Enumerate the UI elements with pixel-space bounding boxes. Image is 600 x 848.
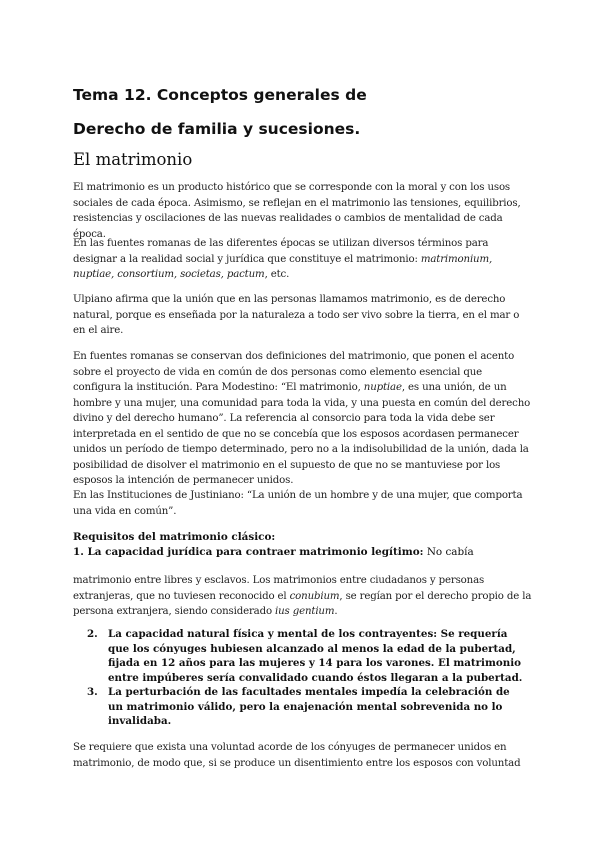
requisite-1-label: 1. La capacidad jurídica para contraer matrimonio legítimo: [73, 546, 424, 558]
list-item-text: La capacidad natural física y mental de los contrayentes: Se requería que los cónyuges hubiesen alcanzado al menos la edad de la pubertad, fijada en 12 años para las mujeres y 14 para los varones. El matrimonio entre impúberes sería convalidado cuando éstos llegaran a la pubertad. [108, 628, 523, 684]
paragraph-terms-text: En las fuentes romanas de las diferentes épocas se utilizan diversos términos para designar a la realidad social y jurídica que constituye el matrimonio: [73, 238, 489, 265]
latin-term-nuptiae: nuptiae [363, 382, 402, 393]
paragraph-definitions-a: En fuentes romanas se conservan dos definiciones del matrimonio, que ponen el acento sobre el proyecto de vida en común de dos personas como elemento esencial que configura la institución. Para Modestino: “El matrimonio, [73, 351, 515, 393]
paragraph-justiniano: En las Instituciones de Justiniano: “La unión de un hombre y de una mujer, que comporta una vida en común”. [73, 490, 523, 517]
paragraph-terms [73, 236, 533, 283]
paragraph-definitions [73, 349, 533, 489]
list-item-number: 2. [87, 628, 98, 640]
requisites-list [87, 627, 527, 729]
paragraph-conubium [73, 573, 533, 620]
paragraph-conubium-b: , se regían por el derecho propio de la persona extranjera, siendo considerado [73, 590, 532, 617]
paragraph-conubium-a: matrimonio entre libres y esclavos. Los matrimonios entre ciudadanos y personas extranjeras, que no tuviesen reconocido el [73, 575, 485, 602]
requisite-1 [73, 545, 533, 561]
latin-term-conubium: conubium [289, 590, 340, 602]
latin-term-ius-gentium: ius gentium [275, 606, 335, 617]
requisites-heading: Requisitos del matrimonio clásico: [73, 531, 276, 543]
paragraph-definitions-b: , es una unión, de un hombre y una mujer, una comunidad para toda la vida, y una puesta en común del derecho divino y del derecho humano”. La referencia al consorcio para toda la vida debe ser interpretada en el sentido de que no se concebía que los esposos acordasen permanecer unidos un período de tiempo determinado, pero no a la indisolubilidad de la unión, dada la posibilidad de disolver el matrimonio en el supuesto de que no se mantuviese por los esposos la intención de permanecer unidos. [73, 382, 531, 486]
list-item [87, 685, 527, 729]
latin-terms: matrimonium, nuptiae, consortium, societas, pactum [73, 253, 493, 280]
section-title: El matrimonio [73, 150, 193, 169]
paragraph-intro: El matrimonio es un producto histórico que se corresponde con la moral y con los usos sociales de cada época. Asimismo, se reflejan en el matrimonio las tensiones, equilibrios, resistencias y oscilaciones de las nuevas realidades o cambios de mentalidad de cada época. [73, 182, 521, 240]
list-item [87, 627, 527, 685]
paragraph-conubium-c: . [334, 606, 338, 617]
list-item-number: 3. [87, 686, 98, 698]
paragraph-voluntad: Se requiere que exista una voluntad acorde de los cónyuges de permanecer unidos en matrimonio, de modo que, si se produce un disentimiento entre los esposos con voluntad [73, 742, 521, 769]
page-title-line-2: Derecho de familia y sucesiones. [73, 120, 361, 138]
requisite-1-text: No cabía [423, 546, 474, 558]
page-title-line-1: Tema 12. Conceptos generales de [73, 86, 367, 104]
paragraph-terms-end: , etc. [264, 269, 290, 280]
paragraph-ulpiano: Ulpiano afirma que la unión que en las personas llamamos matrimonio, es de derecho natural, porque es enseñada por la naturaleza a todo ser vivo sobre la tierra, en el mar o en el aire. [73, 294, 520, 336]
list-item-text: La perturbación de las facultades mentales impedía la celebración de un matrimonio válido, pero la enajenación mental sobrevenida no lo invalidaba. [108, 686, 510, 727]
